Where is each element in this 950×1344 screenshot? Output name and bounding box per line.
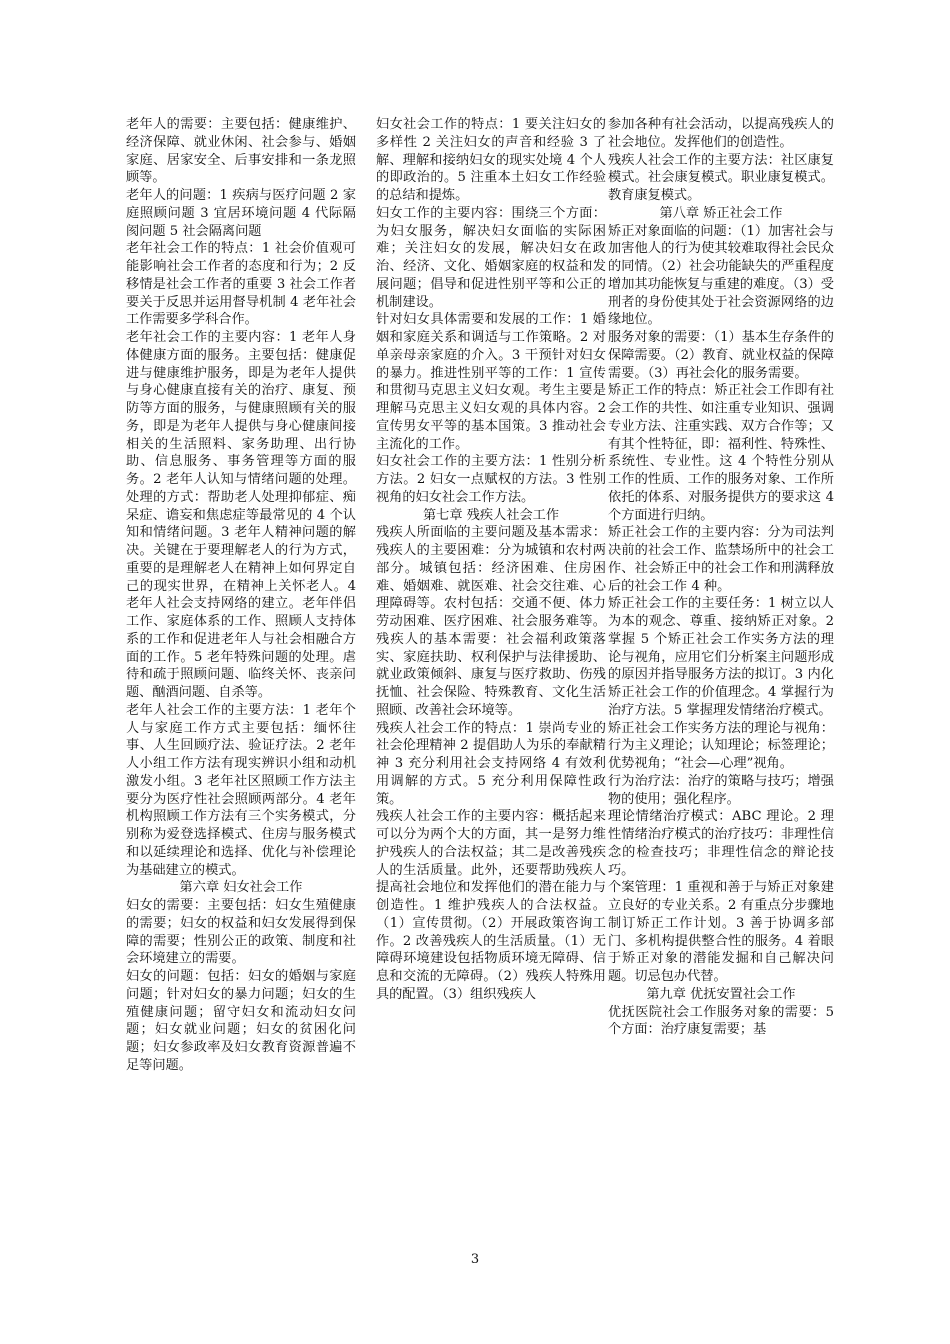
paragraph: 矫正社会工作的主要内容：分为司法判决前的社会工作、监禁场所中的社会工作、社会矫正中的社会工作和刑满释放后的社会工作 4 种。 [608, 525, 834, 594]
paragraph: 老年人社会工作的主要方法：1 老年个人与家庭工作方式主要包括：缅怀往事、人生回顾疗法、验证疗法。2 老年人小组工作方法有现实辨识小组和动机激发小组。3 老年社区照顾工作方法主要分为医疗性社会照顾两部分。4 老年机构照顾工作方法有三个实务模式，分别称为爱登选择模式、住房与服务模式和以延续理论和选择、优化与补偿理论为基础建立的模式。 [126, 702, 356, 878]
paragraph: 妇女工作的主要内容：围绕三个方面：为妇女服务，解决妇女面临的实际困难；关注妇女的发展，解决妇女在政治、经济、文化、婚姻家庭的权益和发展问题；倡导和促进性别平等和公正的机制建设。 [376, 205, 606, 310]
paragraph: 老年社会工作的主要内容：1 老年人身体健康方面的服务。主要包括：健康促进与健康维护服务，即是为老年人提供与身心健康直接有关的治疗、康复、预防等方面的服务，与健康照顾有关的服务，即是为老年人提供与身心健康间接相关的生活照料、家务助理、出行协助、信息服务、事务管理等方面的服务。2 老年人认知与情绪问题的处理。处理的方式：帮助老人处理抑郁症、痴呆症、谵妄和焦虑症等最常见的 4 个认知和情绪问题。3 老年人精神问题的解决。关键在于要理解老人的行为方式，重要的是理解老人在精神上如何界定自己的现实世界，在精神上关怀老人。4 老年人社会支持网络的建立。老年伴侣工作、家庭体系的工作、照顾人支持体系的工作和促进老年人与社会相融合方面的工作。5 老年特殊问题的处理。虐待和疏于照顾问题、临终关怀、丧亲问题、酗酒问题、自杀等。 [126, 330, 356, 700]
paragraph: 妇女社会工作的特点：1 要关注妇女的多样性 2 关注妇女的声音和经验 3 了解、理解和接纳妇女的现实处境 4 个人的即政治的。5 注重本土妇女工作经验的总结和提炼。 [376, 117, 606, 203]
chapter-heading: 第八章 矫正社会工作 [659, 205, 783, 221]
paragraph: 矫正社会工作的主要任务：1 树立以人为本的观念、尊重、接纳矫正对象。2 掌握 5 个矫正社会工作实务方法的理论与视角，应用它们分析案主问题形成的原因并指导服务方法的拟订。3 内化矫正社会工作的价值理念。4 掌握行为治疗方法。5 掌握理发情绪治疗模式。 [608, 596, 834, 718]
paragraph: 优抚医院社会工作服务对象的需要：5 个方面：治疗康复需要；基 [608, 1004, 834, 1038]
paragraph: 矫正工作的特点：矫正社会工作即有社会工作的共性、如注重专业知识、强调专业方法、注重实践、双方合作等；又有其个性特征，即：福利性、特殊性、系统性、专业性。这 4 个特性分别从工作的性质、工作的服务对象、工作所依托的体系、对服务提供方的要求这 4 个方面进行归纳。 [608, 383, 834, 523]
paragraph: 妇女的需要：主要包括：妇女生殖健康的需要；妇女的权益和妇女发展得到保障的需要；性别公正的政策、制度和社会环境建立的需要。 [126, 898, 356, 967]
paragraph: 个案管理：1 重视和善于与矫正对象建立良好的专业关系。2 有重点分步骤地制订矫正工作计划。3 善于协调多部门、多机构提供整合性的服务。4 着眼于矫正对象的潜能发掘和自己解决问题。切忌包办代替。 [608, 880, 834, 984]
paragraph: 矫正对象面临的问题：（1）加害社会与加害他人的行为使其较难取得社会民众的同情。（2）社会功能缺失的严重程度增加其功能恢复与重建的难度。（3）受刑者的身份使其处于社会资源网络的边缘地位。 [608, 223, 834, 328]
paragraph: 针对妇女具体需要和发展的工作：1 婚姻和家庭关系和调适与工作策略。2 对单亲母亲家庭的介入。3 干预针对妇女的暴力。推进性别平等的工作：1 宣传和贯彻马克思主义妇女观。考生主要是理解马克思主义妇女观的具体内容。2 宣传男女平等的基本国策。3 推动社会主流化的工作。 [376, 312, 606, 452]
text-column-3 [608, 116, 834, 1039]
paragraph: 服务对象的需要：（1）基本生存条件的保障需要。（2）教育、就业权益的保障需要。（3）再社会化的服务需要。 [608, 330, 834, 381]
text-column-1 [126, 116, 356, 1075]
paragraph: 矫正社会工作实务方法的理论与视角：行为主义理论；认知理论；标签理论；优势视角；“社会—心理”视角。 [608, 720, 834, 771]
paragraph: 残疾人所面临的主要问题及基本需求：残疾人的主要困难：分为城镇和农村两部分。城镇包括：经济困难、住房困难、婚姻难、就医难、社会交往难、心理障碍等。农村包括：交通不便、体力劳动困难、医疗困难、社会服务难等。残疾人的基本需要：社会福利政策落实、家庭扶助、权利保护与法律援助、就业政策倾斜、康复与医疗救助、伤残抚恤、社会保险、特殊教育、文化生活照顾、改善社会环境等。 [376, 525, 606, 718]
text-column-2 [376, 116, 606, 1004]
paragraph: 老年社会工作的特点：1 社会价值观可能影响社会工作者的态度和行为；2 反移情是社会工作者的重要 3 社会工作者要关于反思并运用督导机制 4 老年社会工作需要多学科合作。 [126, 241, 356, 328]
chapter-heading: 第七章 残疾人社会工作 [422, 507, 560, 523]
paragraph: 残疾人社会工作的主要方法：社区康复模式。社会康复模式。职业康复模式。教育康复模式。 [608, 152, 834, 203]
paragraph: 参加各种有社会活动，以提高残疾人的社会地位。发挥他们的创造性。 [608, 117, 834, 150]
paragraph: 妇女的问题：包括：妇女的婚姻与家庭问题；针对妇女的暴力问题；妇女的生殖健康问题；留守妇女和流动妇女问题；妇女就业问题；妇女的贫困化问题；妇女参政率及妇女教育资源普遍不足等问题。 [126, 969, 356, 1073]
paragraph: 理论情绪治疗模式：ABC 理论。2 理性情绪治疗模式的治疗技巧：非理性信念的检查技巧；非理性信念的辩论技巧。 [608, 809, 834, 878]
paragraph: 妇女社会工作的主要方法：1 性别分析方法。2 妇女一点赋权的方法。3 性别视角的妇女社会工作方法。 [376, 454, 606, 505]
paragraph: 行为治疗法：治疗的策略与技巧；增强物的使用；强化程序。 [608, 773, 834, 807]
page-number: 3 [470, 1252, 480, 1267]
paragraph: 残疾人社会工作的主要内容：概括起来可以分为两个大的方面，其一是努力维护残疾人的合法权益；其二是改善残疾人的生活质量。此外，还要帮助残疾人提高社会地位和发挥他们的潜在能力与创造性。1 维护残疾人的合法权益。（1）宣传贯彻。（2）开展政策咨询工作。2 改善残疾人的生活质量。（1）无障碍环境建设包括物质环境无障碍、信息和交流的无障碍。（2）残疾人特殊用具的配置。（3）组织残疾人 [376, 809, 606, 1002]
chapter-heading: 第六章 妇女社会工作 [179, 880, 303, 896]
paragraph: 残疾人社会工作的特点：1 崇尚专业的社会伦理精神 2 提倡助人为乐的奉献精神 3 充分利用社会支持网络 4 有效利用调解的方式。5 充分利用保障性政策。 [376, 720, 606, 807]
chapter-heading: 第九章 优抚安置社会工作 [646, 986, 796, 1002]
paragraph: 老年人的需要：主要包括：健康维护、经济保障、就业休闲、社会参与、婚姻家庭、居家安全、后事安排和一条龙照顾等。 [126, 117, 356, 186]
paragraph: 老年人的问题：1 疾病与医疗问题 2 家庭照顾问题 3 宜居环境问题 4 代际隔阂问题 5 社会隔离问题 [126, 188, 356, 239]
